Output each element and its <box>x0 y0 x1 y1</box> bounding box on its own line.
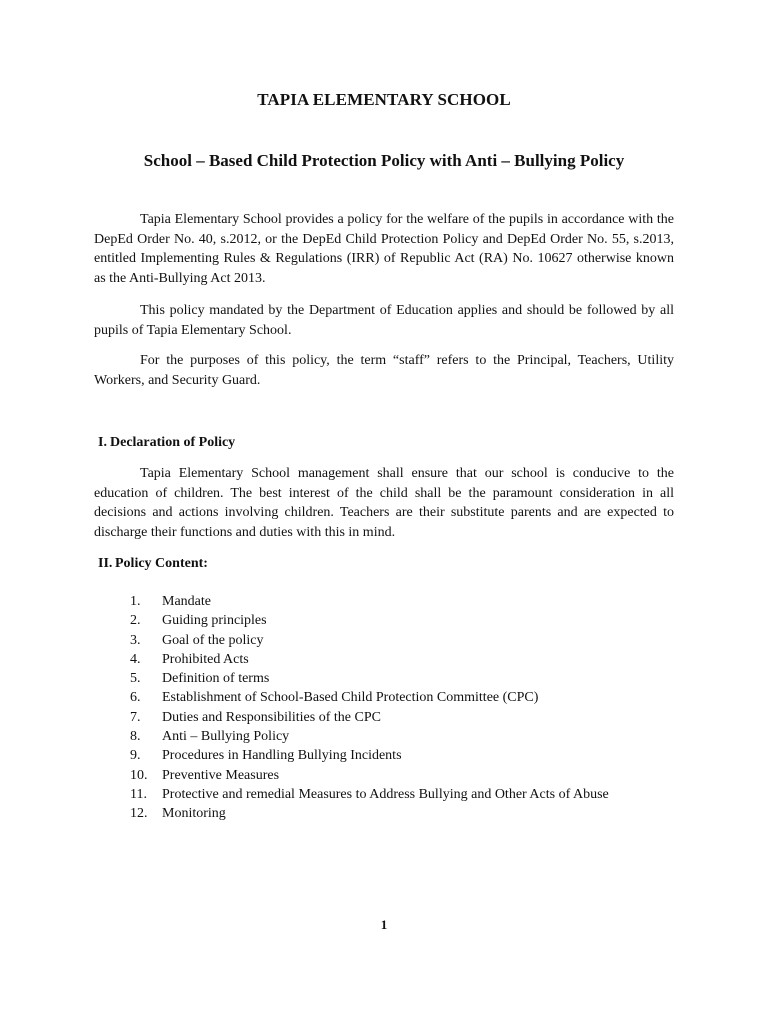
list-item-number: 6. <box>130 690 141 706</box>
list-item <box>130 785 609 804</box>
list-item <box>130 669 609 688</box>
section-1-number: I. <box>98 435 107 450</box>
section-1-paragraph: Tapia Elementary School management shall ensure that our school is conducive to the education of children. The best interest of the child shall be the paramount consideration in all decisions and actions involving children. Teachers are their substitute parents and are expected to discharge their functions and duties with this in mind. <box>94 466 674 540</box>
list-item-number: 7. <box>130 709 141 725</box>
intro-paragraph-3: For the purposes of this policy, the term “staff” refers to the Principal, Teachers, Utility Workers, and Security Guard. <box>94 353 674 388</box>
list-item-text: Goal of the policy <box>162 632 264 648</box>
list-item-text: Establishment of School-Based Child Protection Committee (CPC) <box>162 690 539 706</box>
list-item-number: 1. <box>130 594 141 609</box>
list-item-text: Mandate <box>162 594 211 609</box>
section-2-heading <box>98 554 208 573</box>
section-2-title: Policy Content: <box>115 556 208 571</box>
list-item-text: Anti – Bullying Policy <box>162 729 290 745</box>
policy-content-list <box>130 592 609 824</box>
list-item <box>130 650 609 669</box>
section-1-title: Declaration of Policy <box>110 435 236 450</box>
list-item <box>130 611 609 630</box>
list-item <box>130 727 609 746</box>
school-name-heading: TAPIA ELEMENTARY SCHOOL <box>257 90 511 109</box>
list-item-text: Definition of terms <box>162 671 270 687</box>
list-item-text: Prohibited Acts <box>162 651 249 667</box>
list-item <box>130 804 609 823</box>
list-item-number: 9. <box>130 748 141 764</box>
list-item-text: Protective and remedial Measures to Address Bullying and Other Acts of Abuse <box>162 786 609 802</box>
list-item-number: 11. <box>130 786 147 802</box>
list-item <box>130 766 609 785</box>
policy-title: School – Based Child Protection Policy with Anti – Bullying Policy <box>143 151 625 170</box>
page-number: 1 <box>380 917 388 932</box>
list-item <box>130 592 609 611</box>
list-item-text: Procedures in Handling Bullying Incidents <box>162 748 402 764</box>
list-item-text: Preventive Measures <box>162 767 280 783</box>
list-item <box>130 688 609 707</box>
list-item-number: 8. <box>130 729 141 745</box>
list-item-number: 4. <box>130 651 141 667</box>
list-item <box>130 746 609 765</box>
section-1-heading <box>98 433 235 452</box>
list-item-text: Monitoring <box>162 806 226 822</box>
list-item-number: 3. <box>130 632 141 648</box>
list-item-text: Duties and Responsibilities of the CPC <box>162 709 381 725</box>
section-2-number: II. <box>98 556 113 571</box>
list-item-number: 5. <box>130 671 141 687</box>
list-item <box>130 708 609 727</box>
list-item-text: Guiding principles <box>162 613 267 629</box>
list-item-number: 10. <box>130 767 148 783</box>
list-item <box>130 631 609 650</box>
list-item-number: 2. <box>130 613 141 629</box>
intro-paragraph-1: Tapia Elementary School provides a policy for the welfare of the pupils in accordance with the DepEd Order No. 40, s.2012, or the DepEd Child Protection Policy and DepEd Order No. 55, s.2013, entitled Implementing Rules & Regulations (IRR) of Republic Act (RA) No. 10627 otherwise known as the Anti-Bullying Act 2013. <box>94 212 674 286</box>
intro-paragraph-2: This policy mandated by the Department of Education applies and should be followed by all pupils of Tapia Elementary School. <box>94 303 674 338</box>
list-item-number: 12. <box>130 806 148 822</box>
